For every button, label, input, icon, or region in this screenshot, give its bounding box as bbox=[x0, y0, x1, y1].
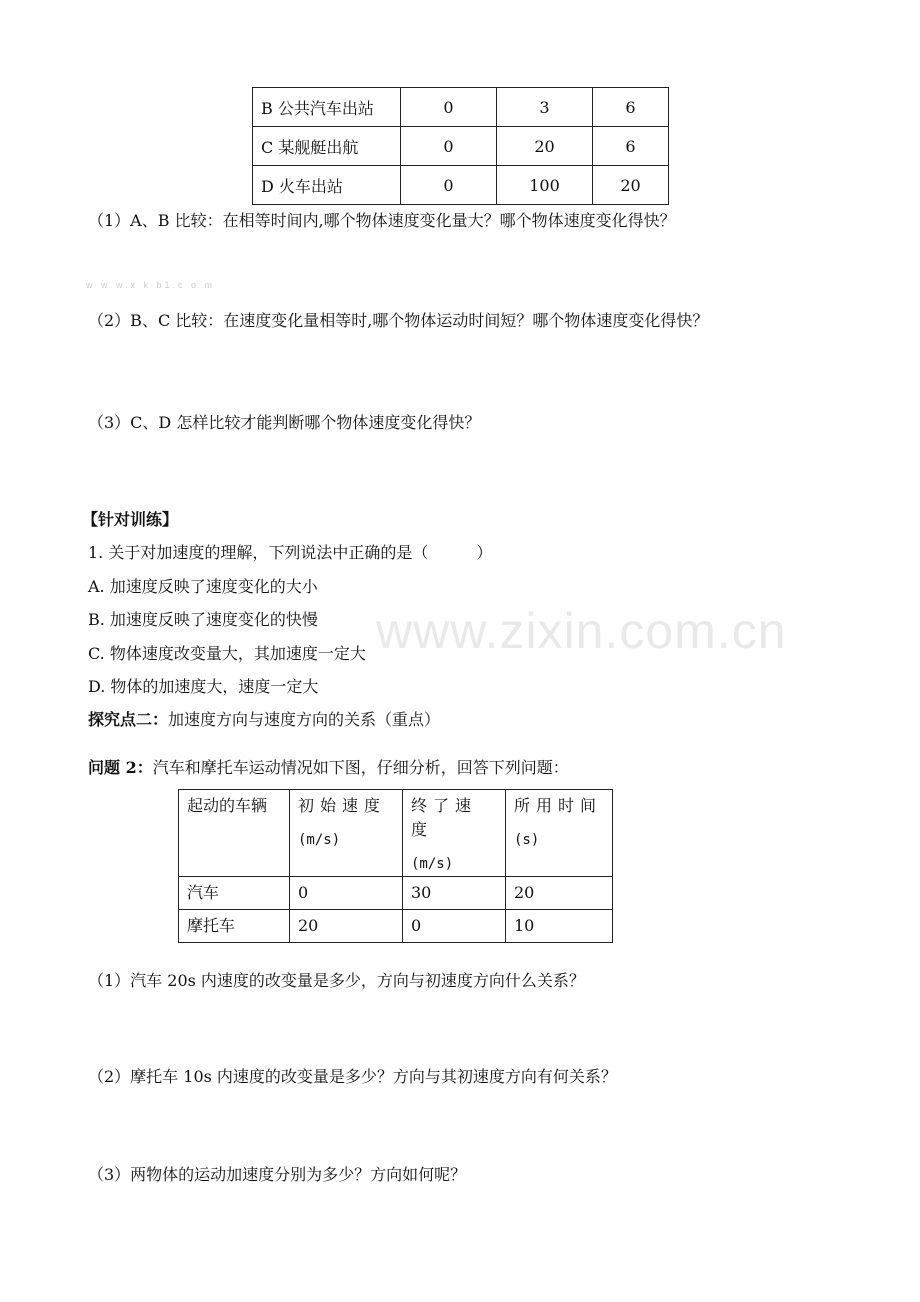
section-2-heading bbox=[88, 708, 440, 732]
table-cell: 20 bbox=[593, 166, 669, 205]
vehicle-question-3: （3）两物体的运动加速度分别为多少？方向如何呢？ bbox=[88, 1165, 467, 1184]
table-cell: 30 bbox=[403, 877, 506, 910]
site-watermark: www.zixin.com.cn bbox=[376, 603, 787, 659]
question-1-text: （1）A、B 比较：在相等时间内,哪个物体速度变化量大？哪个物体速度变化得快？ bbox=[88, 211, 676, 230]
table-row bbox=[253, 166, 669, 205]
table-cell: 6 bbox=[593, 88, 669, 127]
table-cell: 20 bbox=[497, 127, 593, 166]
question-3-text: （3）C、D 怎样比较才能判断哪个物体速度变化得快？ bbox=[88, 413, 481, 432]
header-label: 起动的车辆 bbox=[187, 796, 268, 815]
table-cell: D 火车出站 bbox=[253, 166, 401, 205]
table-row bbox=[179, 910, 613, 943]
table-cell: 0 bbox=[401, 88, 497, 127]
table-cell: C 某舰艇出航 bbox=[253, 127, 401, 166]
question-2-text: （2）B、C 比较：在速度变化量相等时,哪个物体运动时间短？哪个物体速度变化得快？ bbox=[88, 311, 709, 330]
problem-2-label: 问题 2： bbox=[88, 758, 153, 777]
header-unit: (m/s) bbox=[298, 832, 341, 848]
section-2-label: 探究点二： bbox=[88, 710, 169, 729]
section-2-title: 加速度方向与速度方向的关系（重点） bbox=[168, 710, 441, 729]
problem-2-text: 汽车和摩托车运动情况如下图，仔细分析，回答下列问题： bbox=[152, 758, 569, 777]
header-unit: (m/s) bbox=[411, 856, 454, 872]
table-cell: 0 bbox=[403, 910, 506, 943]
table-header-cell bbox=[290, 790, 403, 877]
table-cell: B 公共汽车出站 bbox=[253, 88, 401, 127]
table-cell: 6 bbox=[593, 127, 669, 166]
table-row bbox=[253, 127, 669, 166]
table-row bbox=[253, 88, 669, 127]
table-cell: 汽车 bbox=[179, 877, 290, 910]
training-question: 1. 关于对加速度的理解，下列说法中正确的是（ ） bbox=[88, 543, 493, 562]
option-a: A. 加速度反映了速度变化的大小 bbox=[88, 577, 318, 596]
table-cell: 20 bbox=[290, 910, 403, 943]
table-cell: 100 bbox=[497, 166, 593, 205]
header-label: 终了速度 bbox=[411, 796, 478, 839]
table-header-row bbox=[179, 790, 613, 877]
table-header-cell bbox=[403, 790, 506, 877]
table-cell: 20 bbox=[506, 877, 613, 910]
table-cell: 0 bbox=[401, 166, 497, 205]
table-header-cell bbox=[506, 790, 613, 877]
header-label: 所用时间 bbox=[514, 796, 603, 815]
table-cell: 10 bbox=[506, 910, 613, 943]
option-c: C. 物体速度改变量大，其加速度一定大 bbox=[88, 644, 366, 663]
vehicle-motion-table bbox=[178, 789, 613, 943]
table-cell: 3 bbox=[497, 88, 593, 127]
table-row bbox=[179, 877, 613, 910]
option-b: B. 加速度反映了速度变化的快慢 bbox=[88, 610, 318, 629]
training-heading: 【针对训练】 bbox=[82, 510, 179, 529]
header-label: 初始速度 bbox=[298, 796, 387, 815]
table-cell: 0 bbox=[290, 877, 403, 910]
vehicle-question-2: （2）摩托车 10s 内速度的改变量是多少？方向与其初速度方向有何关系？ bbox=[88, 1067, 617, 1086]
vehicle-question-1: （1）汽车 20s 内速度的改变量是多少，方向与初速度方向什么关系？ bbox=[88, 971, 585, 990]
table-cell: 摩托车 bbox=[179, 910, 290, 943]
table-header-cell bbox=[179, 790, 290, 877]
faint-url-watermark: w w w.x k b1.c o m bbox=[86, 280, 216, 290]
header-unit: (s) bbox=[514, 832, 540, 848]
problem-2-heading bbox=[88, 756, 569, 780]
table-cell: 0 bbox=[401, 127, 497, 166]
option-d: D. 物体的加速度大，速度一定大 bbox=[88, 677, 319, 696]
acceleration-comparison-table bbox=[252, 87, 669, 205]
